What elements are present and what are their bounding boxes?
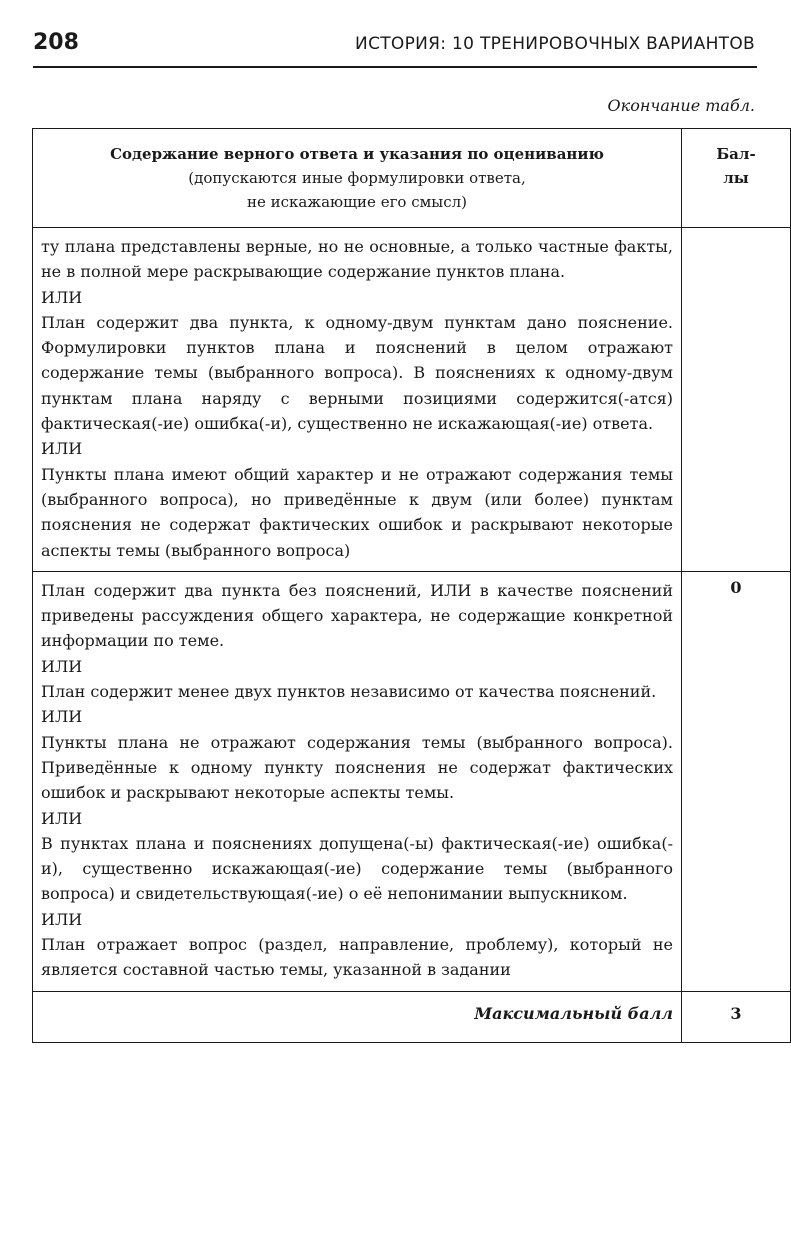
or-separator: ИЛИ	[41, 439, 83, 459]
page-header	[33, 30, 757, 68]
criteria-paragraph: В пунктах плана и пояснениях допущена(-ы) фактическая(-ие) ошибка(-и), существенно искажающая(-ие) содержание темы (выбранного вопроса) и свидетельствующая(-ие) о её непонимании выпускником.	[41, 833, 673, 904]
table-continuation-note: Окончание табл.	[607, 96, 755, 115]
criteria-cell	[33, 228, 682, 572]
or-separator: ИЛИ	[41, 707, 83, 727]
max-score-value: 3	[682, 991, 791, 1042]
book-title: ИСТОРИЯ: 10 ТРЕНИРОВОЧНЫХ ВАРИАНТОВ	[355, 34, 755, 54]
points-column-header	[682, 129, 791, 228]
criteria-paragraph: План содержит два пункта, к одному-двум пунктам дано пояснение. Формулировки пунктов плана и пояснений в целом отражают содержание темы (выбранного вопроса). В пояснениях к одному-двум пунктам плана наряду с верными позициями содержится(-атся) фактическая(-ие) ошибка(-и), существенно не искажающая(-ие) ответа.	[41, 312, 673, 434]
content-column-title: Содержание верного ответа и указания по оцениванию	[110, 145, 604, 163]
criteria-paragraph: План содержит менее двух пунктов независимо от качества пояснений.	[41, 682, 657, 702]
table-row	[33, 228, 791, 572]
content-column-subtitle-line1: (допускаются иные формулировки ответа,	[188, 169, 526, 187]
or-separator: ИЛИ	[41, 656, 83, 676]
content-column-header	[33, 129, 682, 228]
max-score-row	[33, 991, 791, 1042]
criteria-paragraph: План содержит два пункта без пояснений, ИЛИ в качестве пояснений приведены рассуждения общего характера, не содержащие конкретной информации по теме.	[41, 580, 673, 651]
content-column-subtitle-line2: не искажающие его смысл)	[246, 193, 468, 211]
max-score-label: Максимальный балл	[33, 991, 682, 1042]
table-header-row	[33, 129, 791, 228]
criteria-cell	[33, 571, 682, 991]
score-cell: 0	[682, 571, 791, 991]
criteria-paragraph: ту плана представлены верные, но не основные, а только частные факты, не в полной мере раскрывающие содержание пунктов плана.	[41, 237, 673, 282]
or-separator: ИЛИ	[41, 287, 83, 307]
criteria-paragraph: План отражает вопрос (раздел, направление, проблему), который не является составной частью темы, указанной в задании	[41, 935, 673, 980]
points-header-line1: Бал-	[716, 145, 756, 163]
points-header-line2: лы	[723, 169, 749, 187]
or-separator: ИЛИ	[41, 909, 83, 929]
page-number: 208	[33, 30, 79, 55]
score-cell	[682, 228, 791, 572]
criteria-paragraph: Пункты плана не отражают содержания темы (выбранного вопроса). Приведённые к одному пункту пояснения не содержат фактических ошибок и раскрывают некоторые аспекты темы.	[41, 732, 673, 803]
or-separator: ИЛИ	[41, 808, 83, 828]
criteria-paragraph: Пункты плана имеют общий характер и не отражают содержания темы (выбранного вопроса), но приведённые к двум (или более) пунктам пояснения не содержат фактических ошибок и раскрывают некоторые аспекты темы (выбранного вопроса)	[41, 464, 673, 560]
grading-table	[32, 128, 791, 1043]
table-row	[33, 571, 791, 991]
